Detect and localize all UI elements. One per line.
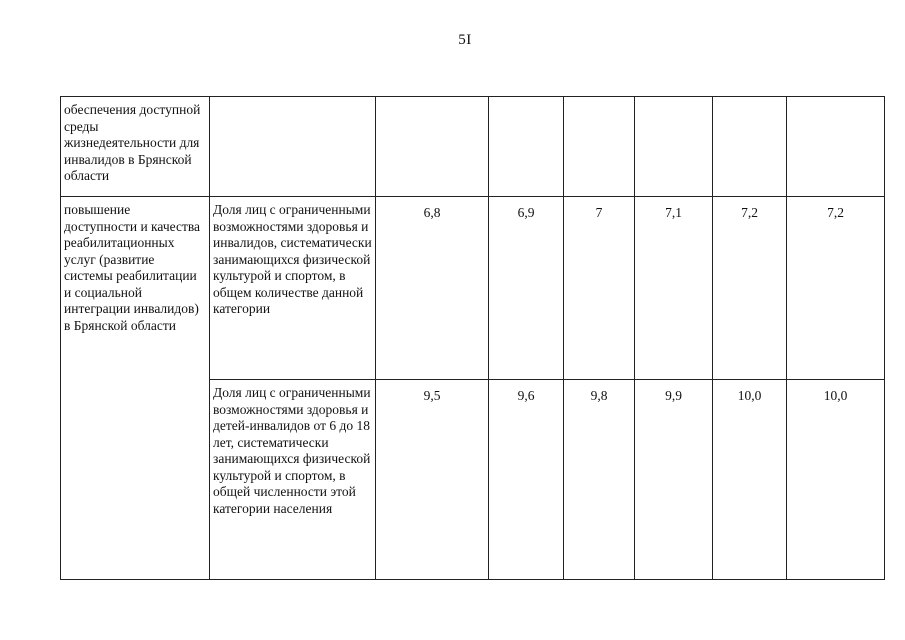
- goal-cell: обеспечения доступной среды жизнедеятельности для инвалидов в Брянской области: [61, 97, 210, 197]
- value-cell: 7,1: [635, 197, 713, 380]
- indicator-name-cell: Доля лиц с ограниченными возможностями здоровья и инвалидов, систематически занимающихся физической культурой и спортом, в общем количестве данной категории: [210, 197, 376, 380]
- indicator-name-cell: Доля лиц с ограниченными возможностями здоровья и детей-инвалидов от 6 до 18 лет, систематически занимающихся физической культурой и спортом, в общей численности этой категории населения: [210, 380, 376, 580]
- value-cell: 7: [564, 197, 635, 380]
- indicators-table: [60, 96, 885, 580]
- indicator-cell-empty: [210, 97, 376, 197]
- table-row-goal-continuation: [61, 97, 885, 197]
- value-cell: 9,5: [376, 380, 489, 580]
- value-cell: 7,2: [787, 197, 885, 380]
- value-cell: 6,8: [376, 197, 489, 380]
- value-cell-empty: [713, 97, 787, 197]
- value-cell-empty: [489, 97, 564, 197]
- value-cell-empty: [635, 97, 713, 197]
- value-cell-empty: [564, 97, 635, 197]
- value-cell: 9,8: [564, 380, 635, 580]
- value-cell-empty: [376, 97, 489, 197]
- value-cell: 9,9: [635, 380, 713, 580]
- value-cell-empty: [787, 97, 885, 197]
- value-cell: 6,9: [489, 197, 564, 380]
- value-cell: 9,6: [489, 380, 564, 580]
- value-cell: 7,2: [713, 197, 787, 380]
- page-number: 5I: [458, 32, 472, 48]
- table-row-indicator-1: [61, 197, 885, 380]
- value-cell: 10,0: [787, 380, 885, 580]
- value-cell: 10,0: [713, 380, 787, 580]
- goal-cell: повышение доступности и качества реабилитационных услуг (развитие системы реабилитации и социальной интеграции инвалидов) в Брянской области: [61, 197, 210, 580]
